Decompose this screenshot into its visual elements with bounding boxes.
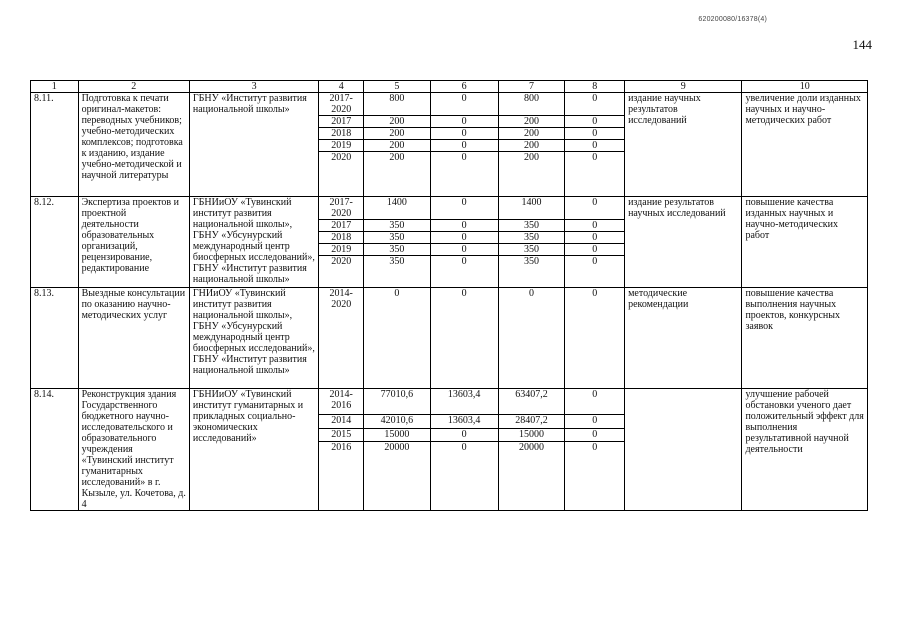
other-funding: 0	[565, 389, 625, 415]
total-funding: 200	[363, 152, 430, 197]
expected-result: издание научных результатов исследований	[625, 93, 742, 197]
program-table	[30, 80, 868, 511]
republic-funding: 28407,2	[498, 414, 565, 428]
other-funding: 0	[565, 220, 625, 232]
other-funding: 0	[565, 93, 625, 116]
other-funding: 0	[565, 140, 625, 152]
column-number: 9	[625, 81, 742, 93]
page-number: 144	[852, 37, 872, 52]
other-funding: 0	[565, 152, 625, 197]
total-funding: 350	[363, 256, 430, 288]
executor: ГБНИиОУ «Тувинский институт развития национальной школы», ГБНУ «Убсунурский международный центр биосферных исследований», ГБНУ «Институт развития национальной школы»	[189, 197, 319, 288]
expected-effect: увеличение доли изданных научных и научно-методических работ	[742, 93, 868, 197]
republic-funding: 200	[498, 140, 565, 152]
period-year: 2014-2020	[319, 288, 364, 389]
expected-effect: повышение качества изданных научных и научно-методических работ	[742, 197, 868, 288]
republic-funding: 350	[498, 244, 565, 256]
period-year: 2017-2020	[319, 93, 364, 116]
total-funding: 0	[363, 288, 430, 389]
item-number: 8.14.	[31, 389, 79, 511]
federal-funding: 0	[430, 93, 498, 116]
column-number: 8	[565, 81, 625, 93]
column-number: 4	[319, 81, 364, 93]
republic-funding: 0	[498, 288, 565, 389]
federal-funding: 0	[430, 220, 498, 232]
republic-funding: 350	[498, 256, 565, 288]
period-year: 2020	[319, 152, 364, 197]
expected-result: издание результатов научных исследований	[625, 197, 742, 288]
federal-funding: 0	[430, 442, 498, 511]
federal-funding: 0	[430, 152, 498, 197]
column-number: 2	[78, 81, 189, 93]
item-number: 8.12.	[31, 197, 79, 288]
other-funding: 0	[565, 428, 625, 442]
document-code: 620200080/16378(4)	[698, 16, 767, 23]
republic-funding: 63407,2	[498, 389, 565, 415]
activity-name: Реконструкция здания Государственного бюджетного научно-исследовательского и образовательного учреждения «Тувинский институт гуманитарных исследований» в г. Кызыле, ул. Кочетова, д. 4	[78, 389, 189, 511]
expected-result	[625, 389, 742, 511]
federal-funding: 0	[430, 140, 498, 152]
republic-funding: 200	[498, 152, 565, 197]
table-row	[31, 288, 868, 389]
item-number: 8.13.	[31, 288, 79, 389]
republic-funding: 350	[498, 232, 565, 244]
total-funding: 42010,6	[363, 414, 430, 428]
total-funding: 200	[363, 128, 430, 140]
republic-funding: 350	[498, 220, 565, 232]
republic-funding: 800	[498, 93, 565, 116]
federal-funding: 13603,4	[430, 389, 498, 415]
other-funding: 0	[565, 256, 625, 288]
federal-funding: 0	[430, 244, 498, 256]
executor: ГНИиОУ «Тувинский институт развития национальной школы», ГБНУ «Убсунурский международный центр биосферных исследований», ГБНУ «Институт развития национальной школы»	[189, 288, 319, 389]
period-year: 2018	[319, 232, 364, 244]
expected-result: методические рекомендации	[625, 288, 742, 389]
period-year: 2020	[319, 256, 364, 288]
period-year: 2017-2020	[319, 197, 364, 220]
period-year: 2015	[319, 428, 364, 442]
column-number: 5	[363, 81, 430, 93]
table-row	[31, 389, 868, 415]
item-number: 8.11.	[31, 93, 79, 197]
republic-funding: 200	[498, 116, 565, 128]
table-row	[31, 93, 868, 116]
period-year: 2017	[319, 220, 364, 232]
column-number: 1	[31, 81, 79, 93]
federal-funding: 0	[430, 197, 498, 220]
federal-funding: 0	[430, 232, 498, 244]
total-funding: 77010,6	[363, 389, 430, 415]
total-funding: 1400	[363, 197, 430, 220]
column-number: 7	[498, 81, 565, 93]
activity-name: Подготовка к печати оригинал-макетов: переводных учебников; учебно-методических комплексов; подготовка к изданию, издание учебно-методической и научной литературы	[78, 93, 189, 197]
other-funding: 0	[565, 232, 625, 244]
executor: ГБНИиОУ «Тувинский институт гуманитарных и прикладных социально-экономических исследований»	[189, 389, 319, 511]
federal-funding: 0	[430, 288, 498, 389]
total-funding: 350	[363, 220, 430, 232]
federal-funding: 0	[430, 128, 498, 140]
activity-name: Выездные консультации по оказанию научно-методических услуг	[78, 288, 189, 389]
total-funding: 15000	[363, 428, 430, 442]
federal-funding: 0	[430, 428, 498, 442]
federal-funding: 0	[430, 116, 498, 128]
total-funding: 350	[363, 244, 430, 256]
federal-funding: 13603,4	[430, 414, 498, 428]
executor: ГБНУ «Институт развития национальной школы»	[189, 93, 319, 197]
period-year: 2019	[319, 244, 364, 256]
expected-effect: улучшение рабочей обстановки ученого дает положительный эффект для выполнения результативной научной деятельности	[742, 389, 868, 511]
expected-effect: повышение качества выполнения научных проектов, конкурсных заявок	[742, 288, 868, 389]
other-funding: 0	[565, 197, 625, 220]
republic-funding: 200	[498, 128, 565, 140]
period-year: 2014-2016	[319, 389, 364, 415]
period-year: 2014	[319, 414, 364, 428]
total-funding: 20000	[363, 442, 430, 511]
total-funding: 800	[363, 93, 430, 116]
other-funding: 0	[565, 288, 625, 389]
republic-funding: 20000	[498, 442, 565, 511]
other-funding: 0	[565, 414, 625, 428]
period-year: 2017	[319, 116, 364, 128]
other-funding: 0	[565, 442, 625, 511]
column-number-row	[31, 81, 868, 93]
period-year: 2016	[319, 442, 364, 511]
total-funding: 200	[363, 116, 430, 128]
column-number: 10	[742, 81, 868, 93]
total-funding: 350	[363, 232, 430, 244]
period-year: 2019	[319, 140, 364, 152]
period-year: 2018	[319, 128, 364, 140]
column-number: 6	[430, 81, 498, 93]
other-funding: 0	[565, 116, 625, 128]
other-funding: 0	[565, 128, 625, 140]
column-number: 3	[189, 81, 319, 93]
republic-funding: 15000	[498, 428, 565, 442]
republic-funding: 1400	[498, 197, 565, 220]
table-row	[31, 197, 868, 220]
activity-name: Экспертиза проектов и проектной деятельности образовательных организаций, рецензирование, редактирование	[78, 197, 189, 288]
other-funding: 0	[565, 244, 625, 256]
total-funding: 200	[363, 140, 430, 152]
federal-funding: 0	[430, 256, 498, 288]
